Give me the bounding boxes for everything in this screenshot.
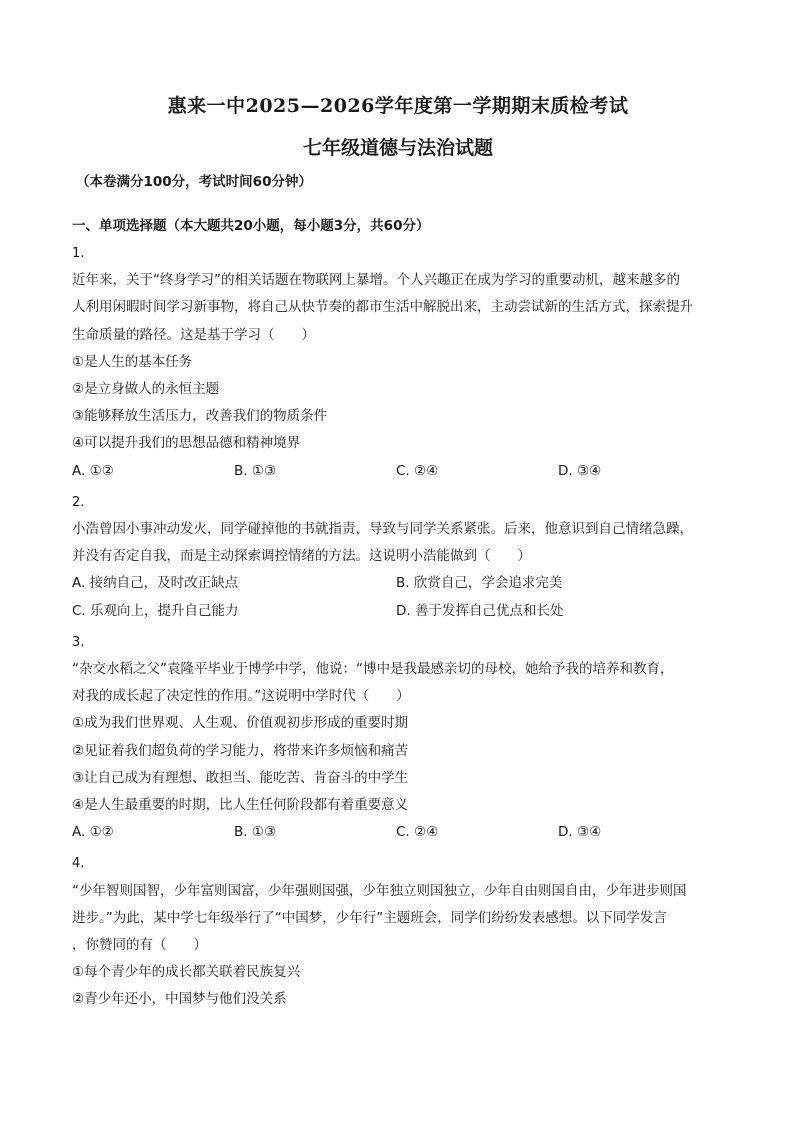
exam-note: （本卷满分100分，考试时间60分钟） xyxy=(76,174,312,190)
option-d[interactable]: D. ③④ xyxy=(558,462,602,479)
question-stem-line: 人利用闲暇时间学习新事物，将自己从快节奏的都市生活中解脱出来，主动尝试新的生活方式，探索提升 xyxy=(72,299,693,316)
question-number: 2. xyxy=(72,494,85,510)
exam-title: 惠来一中2025—2026学年度第一学期期末质检考试 xyxy=(167,95,629,117)
exam-subtitle: 七年级道德与法治试题 xyxy=(302,137,493,159)
options-row xyxy=(72,819,724,846)
options-row xyxy=(72,570,724,597)
option-a[interactable]: A. 接纳自己，及时改正缺点 xyxy=(72,575,239,592)
question-stem-line: 近年来，关于“终身学习”的相关话题在物联网上暴增。个人兴趣正在成为学习的重要动机，越来越多的 xyxy=(72,272,680,289)
question-stem-line: “杂交水稻之父”袁隆平毕业于博学中学，他说：“博中是我最感亲切的母校，她给予我的培养和教育， xyxy=(72,661,674,678)
statement: ②是立身做人的永恒主题 xyxy=(72,381,220,398)
question-number: 4. xyxy=(72,856,85,872)
options-row xyxy=(72,458,724,485)
statement: ③能够释放生活压力，改善我们的物质条件 xyxy=(72,408,328,425)
option-b[interactable]: B. ①③ xyxy=(234,462,277,479)
options-row xyxy=(72,598,724,625)
option-b[interactable]: B. 欣赏自己，学会追求完美 xyxy=(396,575,563,592)
statement: ①每个青少年的成长都关联着民族复兴 xyxy=(72,964,301,981)
question-stem-line: “少年智则国智，少年富则国富，少年强则国强，少年独立则国独立，少年自由则国自由，少年进步则国 xyxy=(72,882,687,899)
question-number: 3. xyxy=(72,634,85,650)
statement: ②见证着我们超负荷的学习能力，将带来许多烦恼和痛苦 xyxy=(72,742,409,759)
question-3 xyxy=(72,629,724,847)
option-b[interactable]: B. ①③ xyxy=(234,824,277,841)
section-heading: 一、单项选择题（本大题共20小题，每小题3分，共60分） xyxy=(72,218,430,234)
question-stem-line: 并没有否定自我，而是主动探索调控情绪的方法。这说明小浩能做到（ ） xyxy=(72,548,531,565)
option-a[interactable]: A. ①② xyxy=(72,824,114,841)
question-1 xyxy=(72,240,724,485)
question-stem-line: 对我的成长起了决定性的作用。”这说明中学时代（ ） xyxy=(72,688,410,705)
option-c[interactable]: C. 乐观向上，提升自己能力 xyxy=(72,602,239,619)
question-stem-line: 小浩曾因小事冲动发火，同学碰掉他的书就指责，导致与同学关系紧张。后来，他意识到自己情绪急躁， xyxy=(72,521,693,538)
statement: ④可以提升我们的思想品德和精神境界 xyxy=(72,435,301,452)
statement: ①成为我们世界观、人生观、价值观初步形成的重要时期 xyxy=(72,715,409,732)
question-2 xyxy=(72,489,724,625)
option-d[interactable]: D. ③④ xyxy=(558,824,602,841)
question-number: 1. xyxy=(72,246,85,261)
option-a[interactable]: A. ①② xyxy=(72,462,114,479)
statement: ④是人生最重要的时期，比人生任何阶段都有着重要意义 xyxy=(72,797,409,814)
statement: ①是人生的基本任务 xyxy=(72,353,193,370)
option-d[interactable]: D. 善于发挥自己优点和长处 xyxy=(396,602,564,619)
question-stem-line: ，你赞同的有（ ） xyxy=(72,937,207,954)
question-4 xyxy=(72,850,724,1013)
option-c[interactable]: C. ②④ xyxy=(396,462,439,479)
statement: ②青少年还小，中国梦与他们没关系 xyxy=(72,991,287,1008)
option-c[interactable]: C. ②④ xyxy=(396,824,439,841)
question-stem-line: 进步。”为此，某中学七年级举行了“中国梦，少年行”主题班会，同学们纷纷发表感想。以下同学发言 xyxy=(72,909,667,926)
question-stem-line: 生命质量的路径。这是基于学习（ ） xyxy=(72,326,315,343)
statement: ③让自己成为有理想、敢担当、能吃苦、肯奋斗的中学生 xyxy=(72,769,409,786)
